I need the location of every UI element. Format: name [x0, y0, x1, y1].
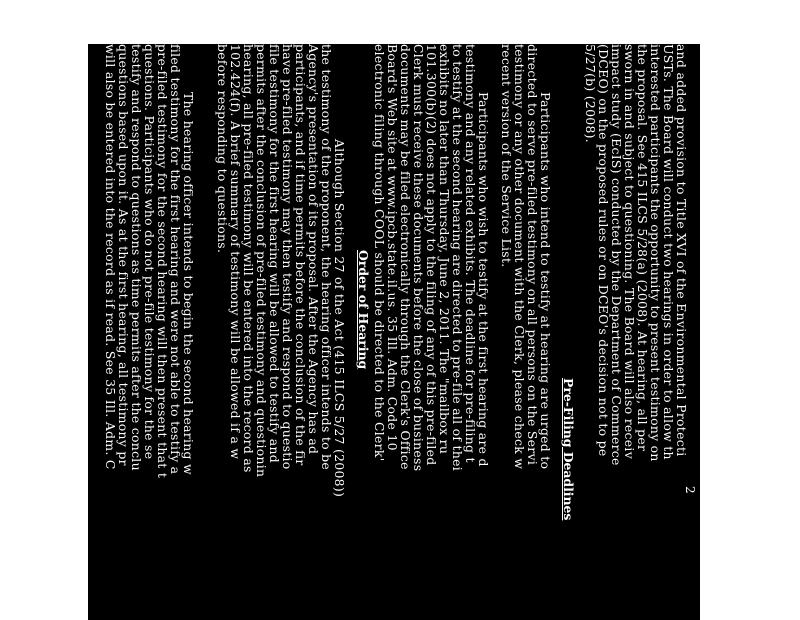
text-line: Participants who intend to testify at hearing are urged to — [538, 92, 553, 470]
text-line: testify and respond to questions as time permits after the conclu — [129, 44, 144, 471]
text-line: USTs. The Board will conduct two hearings in order to allow th — [661, 44, 676, 460]
text-line: will also be entered into the record as if read. See 35 Ill. Adm. C — [103, 44, 118, 470]
text-line: recent version of the Service List. — [499, 44, 514, 268]
text-line: file testimony for the first hearing will be allowed to testify and — [267, 44, 282, 463]
text-line: participants, and if time permits before the conclusion of the fir — [293, 44, 308, 466]
text-line: electronic filing through COOL should be directed to the Clerk' — [372, 44, 387, 462]
text-line: testimony or any other document with the Clerk, please check w — [512, 44, 527, 470]
text-line: sworn in and subject to questioning. The Board will also receiv — [622, 44, 637, 459]
text-line: documents may be filed electronically through the Clerk's Office — [398, 44, 413, 470]
text-line: impact study (EcIS) conducted by the Department of Commerce — [609, 44, 624, 466]
text-line: Although Section 27 of the Act (415 ILCS 5/27 (2008)) — [332, 139, 347, 498]
text-line: have pre-filed testimony may then testify and respond to questio — [280, 44, 295, 470]
text-line: 5/27(b) (2008). — [583, 44, 598, 144]
page-number: 2 — [683, 486, 697, 494]
text-line: Board's Web site at www.ipcb.state.il.us. 35 Ill. Adm. Code 10 — [385, 44, 400, 451]
text-line: permits after the conclusion of pre-filed testimony and questionin — [254, 44, 269, 478]
text-line: and added provision to Title XVI of the Environmental Protecti — [674, 44, 689, 457]
text-line: testimony and any related exhibits. The deadline for pre-filing t — [463, 44, 478, 463]
text-line: before responding to questions. — [215, 44, 230, 254]
text-line: 102.424(f). A brief summary of testimony will be allowed if a w — [228, 44, 243, 460]
text-line: Clerk must receive these documents before the close of business — [411, 44, 426, 472]
text-line: interested participants the opportunity to present testimony on — [648, 44, 663, 462]
section-heading: Order of Hearing — [356, 250, 371, 370]
section-heading: Pre-Filing Deadlines — [561, 378, 576, 521]
rotated-document — [88, 44, 700, 620]
text-line: exhibits no later than Thursday, June 2, 2011. The "mailbox ru — [437, 44, 452, 455]
text-line: Participants who wish to testify at the first hearing are d — [476, 92, 491, 467]
text-line: to testify at the second hearing are directed to pre-file all of thei — [450, 44, 465, 472]
text-line: the proposal. See 415 ILCS 5/28(a) (2008). At hearing, all per — [635, 44, 650, 452]
text-line: pre-filed testimony for the second hearing will then present that t — [155, 44, 170, 479]
scanned-page — [88, 44, 700, 620]
text-line: 101.300(b)(2) does not apply to the filing of any of this pre-filed — [424, 44, 439, 466]
text-line: The hearing officer intends to begin the second hearing w — [181, 92, 196, 475]
text-line: directed to serve pre-filed testimony on all persons on the Servi — [525, 44, 540, 466]
text-line: questions based upon it. As at the first hearing, all testimony pr — [116, 44, 131, 466]
text-line: the testimony of the proponent, the hearing officer intends to be — [319, 44, 334, 471]
text-line: hearing, all pre-filed testimony will be entered into the record as — [241, 44, 256, 473]
text-line: questions. Participants who do not pre-file testimony for the se — [142, 44, 157, 460]
text-line: filed testimony for the first hearing and were not able to testify a — [168, 44, 183, 475]
text-line: (DCEO) on the proposed rules or on DCEO's decision not to pe — [596, 44, 611, 457]
text-line: Agency's presentation of its proposal. After the Agency has ad — [306, 44, 321, 455]
